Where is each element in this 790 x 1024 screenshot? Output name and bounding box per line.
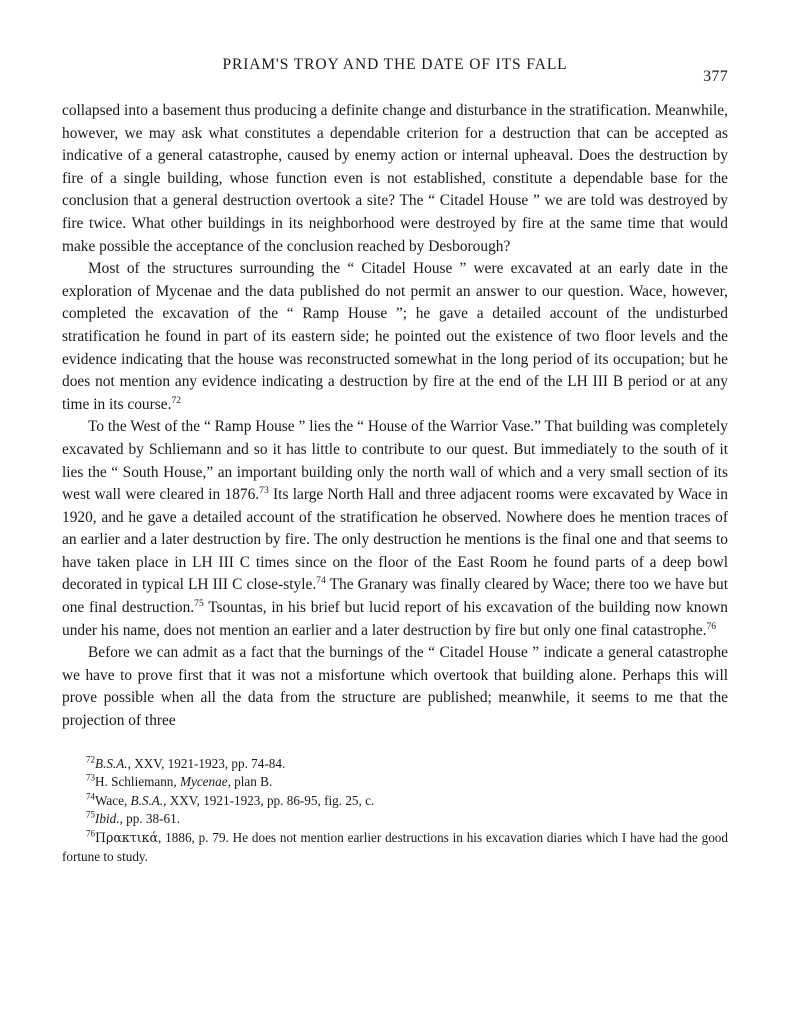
footnote-74-text-2: XXV, 1921-1923, pp. 86-95, fig. 25, c. <box>166 792 375 808</box>
footnote-73-text-1: H. Schliemann, <box>95 774 180 790</box>
footnote-72 <box>62 755 728 774</box>
footnote-76-text: , 1886, p. 79. He does not mention earlier destructions in his excavation diaries which I have had the good fortune to study. <box>62 830 728 864</box>
footnote-ref-74[interactable]: 74 <box>316 575 326 587</box>
page-number: 377 <box>703 68 728 85</box>
footnote-75-text: pp. 38-61. <box>122 811 180 827</box>
footnote-73 <box>62 773 728 792</box>
footnote-marker-75: 75 <box>86 810 95 821</box>
footnote-73-italic: Mycenae, <box>179 774 231 790</box>
page-title: PRIAM'S TROY AND THE DATE OF ITS FALL <box>222 56 568 73</box>
footnote-ref-73[interactable]: 73 <box>259 485 269 497</box>
footnote-74-text-1: Wace, <box>95 792 131 808</box>
paragraph-4-text: Before we can admit as a fact that the burnings of the “ Citadel House ” indicate a general catastrophe we have to prove first that it was not a misfortune which overtook that building alone. Perhaps this will prove possible when all the data from the structure are published; meanwhile, it seems to me that the projection of three <box>62 644 728 730</box>
body-text <box>62 100 728 733</box>
footnote-marker-73: 73 <box>86 772 95 783</box>
footnote-74-italic: B.S.A., <box>130 792 167 808</box>
running-head <box>62 56 728 86</box>
footnote-72-text: XXV, 1921-1923, pp. 74-84. <box>130 755 286 771</box>
paragraph-2-text: Most of the structures surrounding the “ Citadel House ” were excavated at an early date in the exploration of Mycenae and the data published do not permit an answer to our question. Wace, however, completed the excavation of the “ Ramp House ”; he gave a detailed account of the undisturbed stratification he found in part of its eastern side; he pointed out the existence of two floor levels and the evidence indicating that the house was reconstructed somewhat in the long period of its occupation; but he does not mention any evidence indicating a destruction by fire at the end of the LH III B period or at any time in its course. <box>62 260 728 413</box>
footnote-marker-72: 72 <box>86 754 95 765</box>
footnote-ref-76[interactable]: 76 <box>706 620 717 632</box>
footnotes <box>62 755 728 867</box>
footnote-75 <box>62 810 728 829</box>
footnote-ref-75[interactable]: 75 <box>194 598 204 610</box>
paragraph-3-segment-3: The Granary was finally cleared by Wace; there too we have but one final destruction. <box>62 576 728 617</box>
paragraph-3-segment-4: Tsountas, in his brief but lucid report of his excavation of the building now known under his name, does not mention an earlier and a later destruction by fire but only one final catastrophe. <box>62 599 728 639</box>
footnote-75-italic: Ibid., <box>95 811 123 827</box>
paragraph-2 <box>62 258 728 416</box>
footnote-72-italic: B.S.A., <box>95 755 131 771</box>
footnote-76 <box>62 829 728 866</box>
footnote-marker-74: 74 <box>86 791 95 802</box>
paragraph-4 <box>62 642 728 732</box>
paragraph-3-segment-1: To the West of the “ Ramp House ” lies the “ House of the Warrior Vase.” That building was completely excavated by Schliemann and so it has little to contribute to our quest. But immediately to the south of it lies the “ South House,” an important building only the north wall of which and a very small section of its west wall were cleared in 1876. <box>62 418 728 504</box>
footnote-74 <box>62 792 728 811</box>
footnote-76-greek: Πρακτικά <box>95 830 159 845</box>
paragraph-3-segment-2: Its large North Hall and three adjacent rooms were excavated by Wace in 1920, and he gave a detailed account of the stratification he observed. Nowhere does he mention traces of an earlier and a later destruction by fire. The only destruction he mentions is the final one and that seems to have taken place in LH III C times since on the floor of the East Room he found parts of a deep bowl decorated in typical LH III C close-style. <box>62 486 728 594</box>
footnote-73-text-2: plan B. <box>230 774 273 790</box>
footnote-ref-72[interactable]: 72 <box>171 394 182 406</box>
footnote-marker-76: 76 <box>86 828 95 839</box>
paragraph-1 <box>62 100 728 258</box>
paragraph-1-text: collapsed into a basement thus producing a definite change and disturbance in the stratification. Meanwhile, however, we may ask what constitutes a dependable criterion for a destruction that can be accepted as indicative of a general catastrophe, caused by enemy action or internal upheaval. Does the destruction by fire of a single building, whose function even is not established, constitute a dependable base for the conclusion that a general destruction overtook a site? The “ Citadel House ” we are told was destroyed by fire twice. What other buildings in its neighborhood were destroyed by fire at the same time that would make possible the acceptance of the conclusion reached by Desborough? <box>62 102 728 255</box>
paragraph-3 <box>62 416 728 642</box>
